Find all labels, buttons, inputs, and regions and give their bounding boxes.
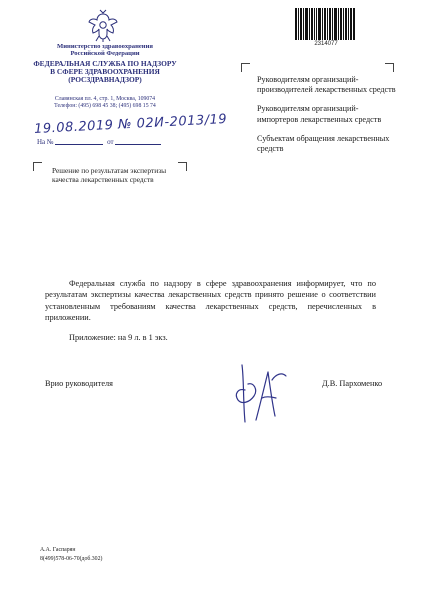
executor-name: А.А. Гаспарян: [40, 547, 76, 553]
barcode-number: 2314077: [314, 41, 338, 47]
addressee-manufacturers: Руководителям организаций-производителей лекарственных средств: [257, 75, 396, 95]
number-label: На №: [37, 138, 54, 146]
letter-body: Федеральная служба по надзору в сфере здравоохранения информирует, что по результатам экспертизы качества лекарственных средств принято решение о соответствии установленным требованиям качества лекарственных средств, перечисленных в приложении.: [45, 279, 376, 323]
ministry-name: [30, 43, 180, 57]
number-blank: [55, 137, 103, 145]
signer-name: Д.В. Пархоменко: [322, 379, 383, 388]
addressee-bracket-left: [241, 63, 250, 72]
address-line-2: Телефон: (495) 698 45 38; (495) 698 15 74: [54, 103, 156, 109]
addressee-block: [257, 75, 397, 163]
attachment-note: Приложение: на 9 л. в 1 экз.: [69, 333, 168, 342]
coat-of-arms-emblem: [87, 8, 119, 42]
ministry-label: Министерство здравоохранения Российской Федерации: [57, 43, 153, 58]
date-blank: [115, 137, 161, 145]
addressee-circulation-subjects: Субъектам обращения лекарственных средств: [257, 133, 390, 154]
handwritten-signature: [232, 360, 294, 430]
agency-name: [30, 60, 180, 85]
reference-number-line: [37, 137, 161, 145]
handwritten-registration: 19.08.2019 № 02И-2013/19: [33, 111, 228, 138]
addressee-bracket-right: [385, 63, 394, 72]
address-line-1: Славянская пл. 4, стр. 1, Москва, 109074: [54, 96, 156, 102]
barcode: [295, 8, 355, 40]
signer-position: Врио руководителя: [45, 379, 113, 388]
agency-address: [30, 96, 180, 110]
subject-bracket-left: [33, 162, 42, 171]
agency-label: ФЕДЕРАЛЬНАЯ СЛУЖБА ПО НАДЗОРУ В СФЕРЕ ЗДРАВООХРАНЕНИЯ (РОСЗДРАВНАДЗОР): [33, 59, 177, 85]
from-label: от: [107, 138, 114, 146]
addressee-importers: Руководителям организаций-импортеров лекарственных средств: [257, 104, 382, 124]
subject-line: Решение по результатам экспертизы качества лекарственных средств: [52, 166, 167, 184]
executor-phone: 8(499)578-06-70(доб.302): [40, 556, 103, 562]
